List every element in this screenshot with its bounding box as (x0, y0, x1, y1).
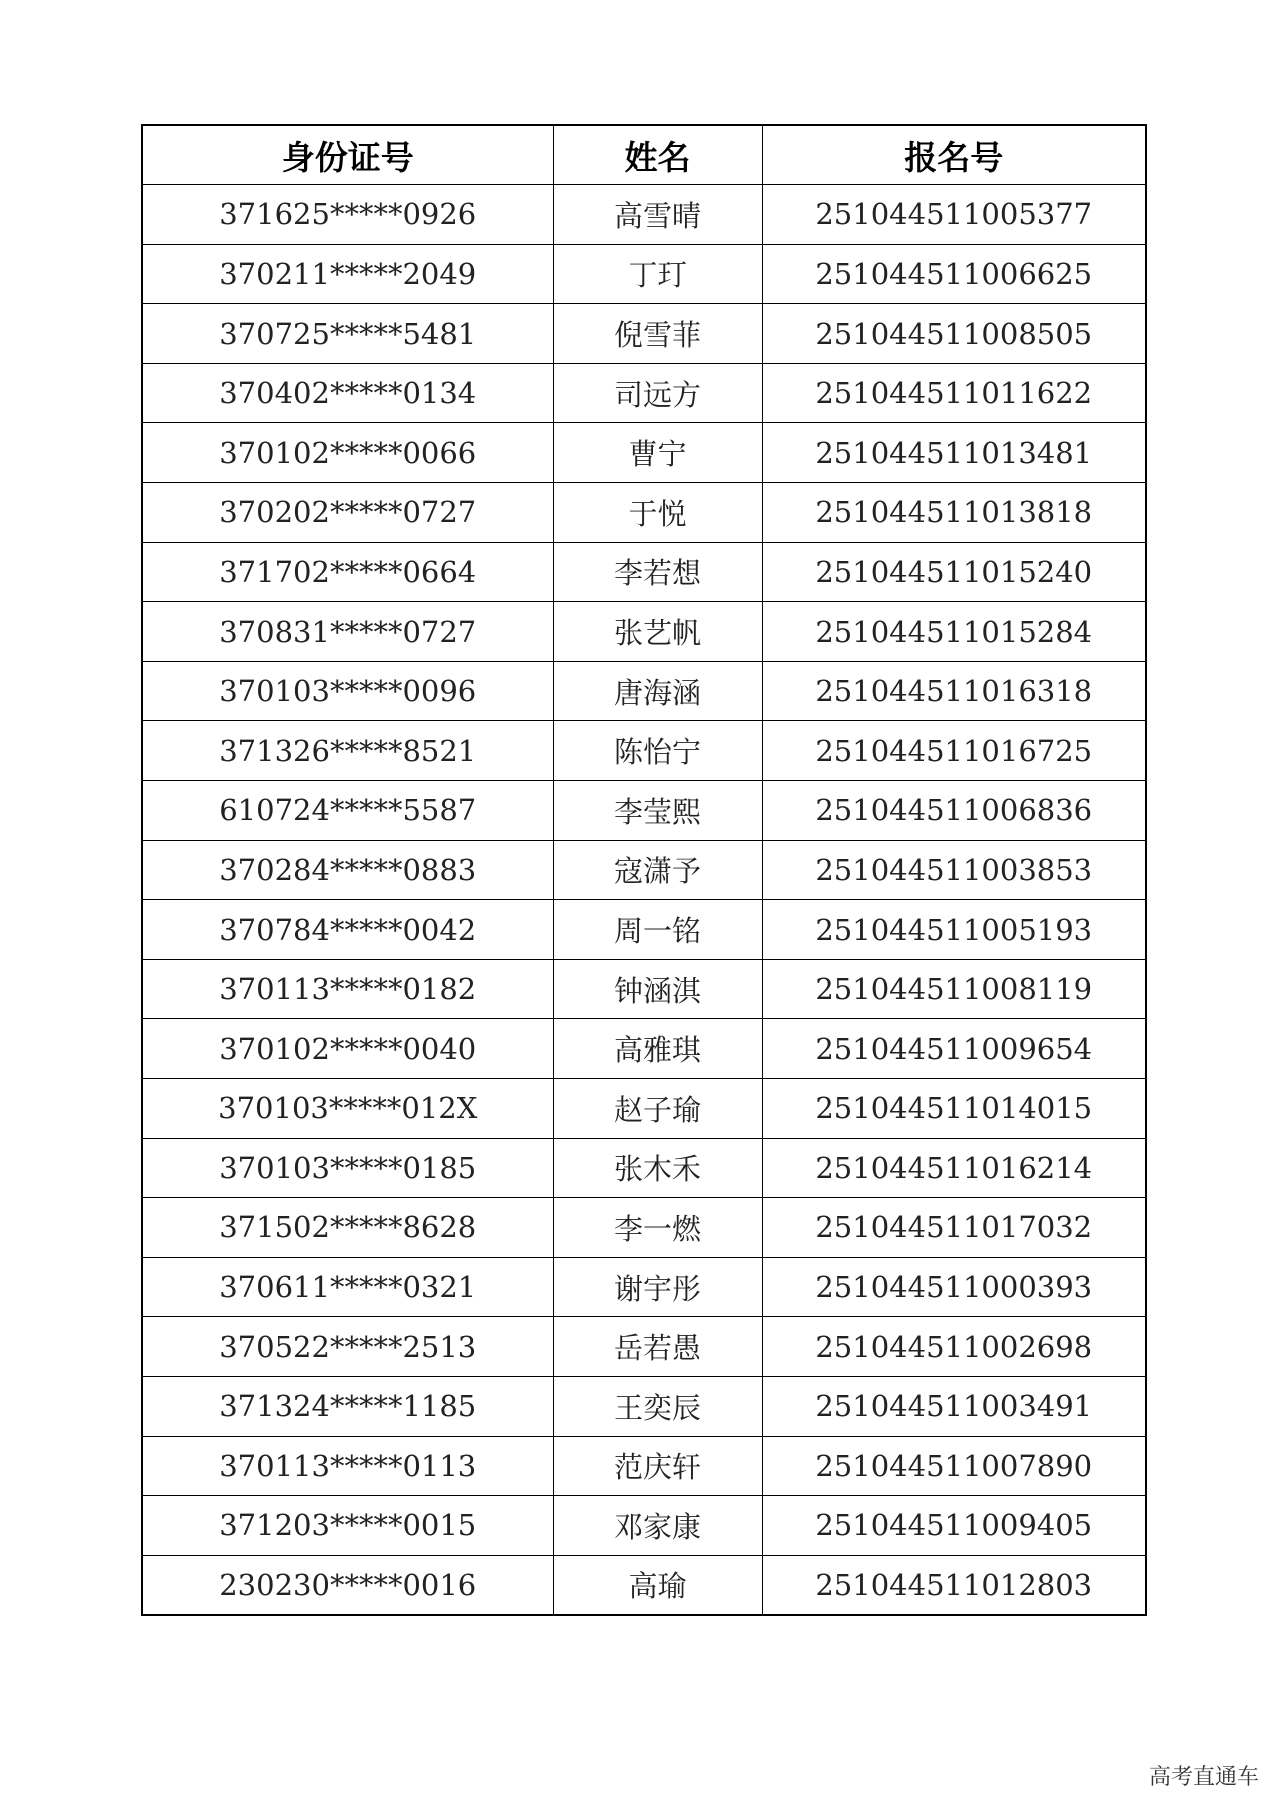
registration-number-cell: 251044511016318 (762, 661, 1146, 721)
name-cell: 周一铭 (553, 900, 762, 960)
id-number-cell: 370103*****0185 (142, 1138, 553, 1198)
registration-number-cell: 251044511008505 (762, 304, 1146, 364)
table-row (142, 363, 1146, 423)
registration-number-cell: 251044511005193 (762, 900, 1146, 960)
registration-number-cell: 251044511016725 (762, 721, 1146, 781)
table-header-row (142, 125, 1146, 185)
registration-number-cell: 251044511008119 (762, 959, 1146, 1019)
table-row (142, 1198, 1146, 1258)
id-number-cell: 370402*****0134 (142, 363, 553, 423)
id-number-cell: 370103*****012X (142, 1079, 553, 1139)
table-row (142, 185, 1146, 245)
name-cell: 岳若愚 (553, 1317, 762, 1377)
name-cell: 司远方 (553, 363, 762, 423)
id-number-cell: 371324*****1185 (142, 1376, 553, 1436)
id-number-cell: 370522*****2513 (142, 1317, 553, 1377)
name-cell: 范庆轩 (553, 1436, 762, 1496)
id-number-cell: 370784*****0042 (142, 900, 553, 960)
table-row (142, 1555, 1146, 1615)
name-cell: 邓家康 (553, 1496, 762, 1556)
admission-table (141, 124, 1147, 1616)
id-number-cell: 230230*****0016 (142, 1555, 553, 1615)
table-body (142, 185, 1146, 1615)
table-row (142, 900, 1146, 960)
registration-number-cell: 251044511015240 (762, 542, 1146, 602)
registration-number-cell: 251044511014015 (762, 1079, 1146, 1139)
registration-number-cell: 251044511003491 (762, 1376, 1146, 1436)
name-cell: 陈怡宁 (553, 721, 762, 781)
name-cell: 丁玎 (553, 244, 762, 304)
name-cell: 于悦 (553, 483, 762, 543)
table-row (142, 244, 1146, 304)
registration-number-cell: 251044511003853 (762, 840, 1146, 900)
name-cell: 李莹熙 (553, 781, 762, 841)
id-number-cell: 370725*****5481 (142, 304, 553, 364)
registration-number-cell: 251044511002698 (762, 1317, 1146, 1377)
id-number-cell: 371702*****0664 (142, 542, 553, 602)
name-cell: 李若想 (553, 542, 762, 602)
table-row (142, 1496, 1146, 1556)
id-number-cell: 371326*****8521 (142, 721, 553, 781)
table-row (142, 542, 1146, 602)
watermark: 高考直通车 (1148, 1765, 1259, 1790)
table-row (142, 483, 1146, 543)
registration-number-cell: 251044511017032 (762, 1198, 1146, 1258)
name-cell: 钟涵淇 (553, 959, 762, 1019)
id-number-cell: 371502*****8628 (142, 1198, 553, 1258)
name-cell: 张艺帆 (553, 602, 762, 662)
id-number-cell: 370611*****0321 (142, 1257, 553, 1317)
registration-number-cell: 251044511013818 (762, 483, 1146, 543)
name-cell: 王奕辰 (553, 1376, 762, 1436)
id-number-cell: 371625*****0926 (142, 185, 553, 245)
table-row (142, 721, 1146, 781)
registration-number-cell: 251044511015284 (762, 602, 1146, 662)
header-id-number: 身份证号 (142, 125, 553, 185)
name-cell: 高瑜 (553, 1555, 762, 1615)
table-row (142, 840, 1146, 900)
name-cell: 张木禾 (553, 1138, 762, 1198)
table-row (142, 1376, 1146, 1436)
id-number-cell: 370113*****0113 (142, 1436, 553, 1496)
id-number-cell: 370103*****0096 (142, 661, 553, 721)
registration-number-cell: 251044511009405 (762, 1496, 1146, 1556)
name-cell: 高雪晴 (553, 185, 762, 245)
table-row (142, 423, 1146, 483)
id-number-cell: 610724*****5587 (142, 781, 553, 841)
name-cell: 赵子瑜 (553, 1079, 762, 1139)
table-row (142, 1436, 1146, 1496)
id-number-cell: 370102*****0066 (142, 423, 553, 483)
id-number-cell: 370113*****0182 (142, 959, 553, 1019)
table-row (142, 1019, 1146, 1079)
header-registration-number: 报名号 (762, 125, 1146, 185)
name-cell: 唐海涵 (553, 661, 762, 721)
registration-number-cell: 251044511006625 (762, 244, 1146, 304)
registration-number-cell: 251044511011622 (762, 363, 1146, 423)
registration-number-cell: 251044511009654 (762, 1019, 1146, 1079)
name-cell: 高雅琪 (553, 1019, 762, 1079)
registration-number-cell: 251044511012803 (762, 1555, 1146, 1615)
table-row (142, 661, 1146, 721)
id-number-cell: 370831*****0727 (142, 602, 553, 662)
registration-number-cell: 251044511005377 (762, 185, 1146, 245)
table-row (142, 1257, 1146, 1317)
registration-number-cell: 251044511006836 (762, 781, 1146, 841)
table-row (142, 1138, 1146, 1198)
header-name: 姓名 (553, 125, 762, 185)
name-cell: 曹宁 (553, 423, 762, 483)
registration-number-cell: 251044511013481 (762, 423, 1146, 483)
name-cell: 寇潇予 (553, 840, 762, 900)
id-number-cell: 370202*****0727 (142, 483, 553, 543)
table-row (142, 1079, 1146, 1139)
registration-number-cell: 251044511016214 (762, 1138, 1146, 1198)
name-cell: 李一燃 (553, 1198, 762, 1258)
table-row (142, 1317, 1146, 1377)
table-row (142, 304, 1146, 364)
table-row (142, 602, 1146, 662)
registration-number-cell: 251044511007890 (762, 1436, 1146, 1496)
id-number-cell: 370102*****0040 (142, 1019, 553, 1079)
name-cell: 倪雪菲 (553, 304, 762, 364)
table-row (142, 959, 1146, 1019)
registration-number-cell: 251044511000393 (762, 1257, 1146, 1317)
table-row (142, 781, 1146, 841)
id-number-cell: 370284*****0883 (142, 840, 553, 900)
id-number-cell: 371203*****0015 (142, 1496, 553, 1556)
name-cell: 谢宇彤 (553, 1257, 762, 1317)
id-number-cell: 370211*****2049 (142, 244, 553, 304)
